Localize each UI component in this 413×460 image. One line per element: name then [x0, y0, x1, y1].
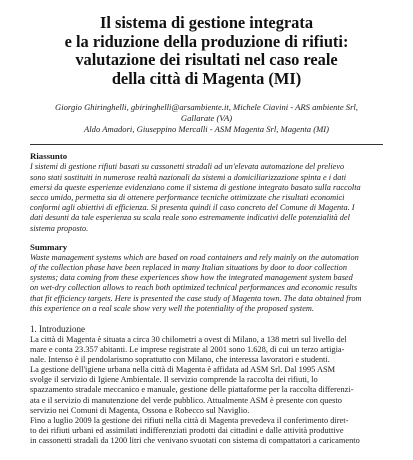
riassunto-text — [30, 162, 383, 233]
summary-line: that fit efficiency targets. Here is presented the case study of Magenta town. The data obtained from — [30, 293, 362, 303]
author-line: Gallarate (VA) — [180, 113, 233, 124]
intro-line: mare e conta 23.357 abitanti. Le imprese registrate al 2001 sono 1.628, di cui un terzo artigia- — [30, 345, 345, 355]
title-line: Il sistema di gestione integrata — [99, 13, 314, 32]
summary-heading: Summary — [30, 241, 68, 252]
summary-line: this experience on a real scale show very well the potentiality of the proposed system. — [30, 303, 314, 313]
intro-line: spazzamento stradale meccanico e manuale, gestione delle piattaforme per la raccolta differenzi- — [30, 385, 354, 395]
summary-line: Waste management systems which are based on road containers and rely mainly on the automation — [30, 252, 359, 262]
riassunto-line: dati desunti da tale esperienza su scala reale sono estremamente indicativi delle potenzialità del — [30, 213, 350, 223]
riassunto-line: I sistemi di gestione rifiuti basati su cassonetti stradali ad un'elevata automazione del prelievo — [30, 162, 345, 172]
intro-line: svolge il servizio di Igiene Ambientale. Il servizio comprende la raccolta dei rifiuti, lo — [30, 375, 318, 385]
riassunto-line: secco umido, permetta sia di ottenere performance tecniche ottimizzate che risultati economici — [30, 192, 345, 202]
intro-line: La città di Magenta è situata a circa 30 chilometri a ovest di Milano, a 138 metri sul livello del — [30, 335, 347, 345]
paper-title — [30, 0, 383, 88]
riassunto-heading: Riassunto — [30, 151, 68, 162]
intro-text — [30, 335, 383, 446]
title-line: e la riduzione della produzione di rifiuti: — [64, 31, 349, 51]
title-line: valutazione dei risultati nel caso reale — [75, 50, 338, 70]
section-divider — [30, 144, 383, 145]
riassunto-line: sono stati sostituiti in numerose realtà nazionali da sistemi a domiciliarizzazione spinta e i dati — [30, 172, 347, 182]
riassunto-line: conformi agli obiettivi di efficienza. Si presenta quindi il caso concreto del Comune di Magenta. I — [30, 203, 355, 213]
summary-line: on wet-dry collection allows to reach both optimized technical performances and economic results — [30, 283, 358, 293]
author-block — [30, 102, 383, 135]
author-line: Aldo Amadori, Giuseppino Mercalli - ASM Magenta Srl, Magenta (MI) — [84, 124, 329, 135]
summary-line: systems; data coming from these experiences show how the integrated management system based — [30, 273, 353, 283]
riassunto-line: sistema proposto. — [30, 223, 89, 233]
intro-line: to dei rifiuti urbani ed assimilati indifferenziati prodotti dai cittadini e dalle attività produttive — [30, 425, 344, 435]
intro-line: Fino a luglio 2009 la gestione dei rifiuti nella città di Magenta prevedeva il conferimento diret- — [30, 415, 349, 425]
summary-line: of the collection phase have been replaced in many Italian situations by door to door collection — [30, 263, 347, 272]
summary-text — [30, 253, 383, 314]
intro-line: servizio nei Comuni di Magenta, Ossona e Robecco sul Naviglio. — [30, 405, 250, 415]
author-line: Giorgio Ghiringhelli, gbiringhelli@arsambiente.it, Michele Ciavini - ARS ambiente Srl, — [55, 102, 358, 113]
intro-line: La gestione dell'igiene urbana nella città di Magenta è affidata ad ASM Srl. Dal 1995 ASM — [30, 365, 336, 375]
intro-line: ata e il servizio di manutenzione del verde pubblico. Attualmente ASM è presente con questo — [30, 395, 342, 405]
intro-heading: 1. Introduzione — [30, 324, 85, 335]
intro-line: in cassonetti stradali da 1200 litri che venivano svuotati con sistema di compattatori a caricamento — [30, 435, 360, 445]
intro-line: nale. Intenso è il pendolarismo soprattutto con Milano, che interessa lavoratori e studenti. — [30, 355, 330, 365]
title-line: della città di Magenta (MI) — [111, 68, 302, 88]
riassunto-line: emersi da queste esperienze evidenziano come il sistema di gestione integrato basato sulla raccolta — [30, 182, 361, 192]
